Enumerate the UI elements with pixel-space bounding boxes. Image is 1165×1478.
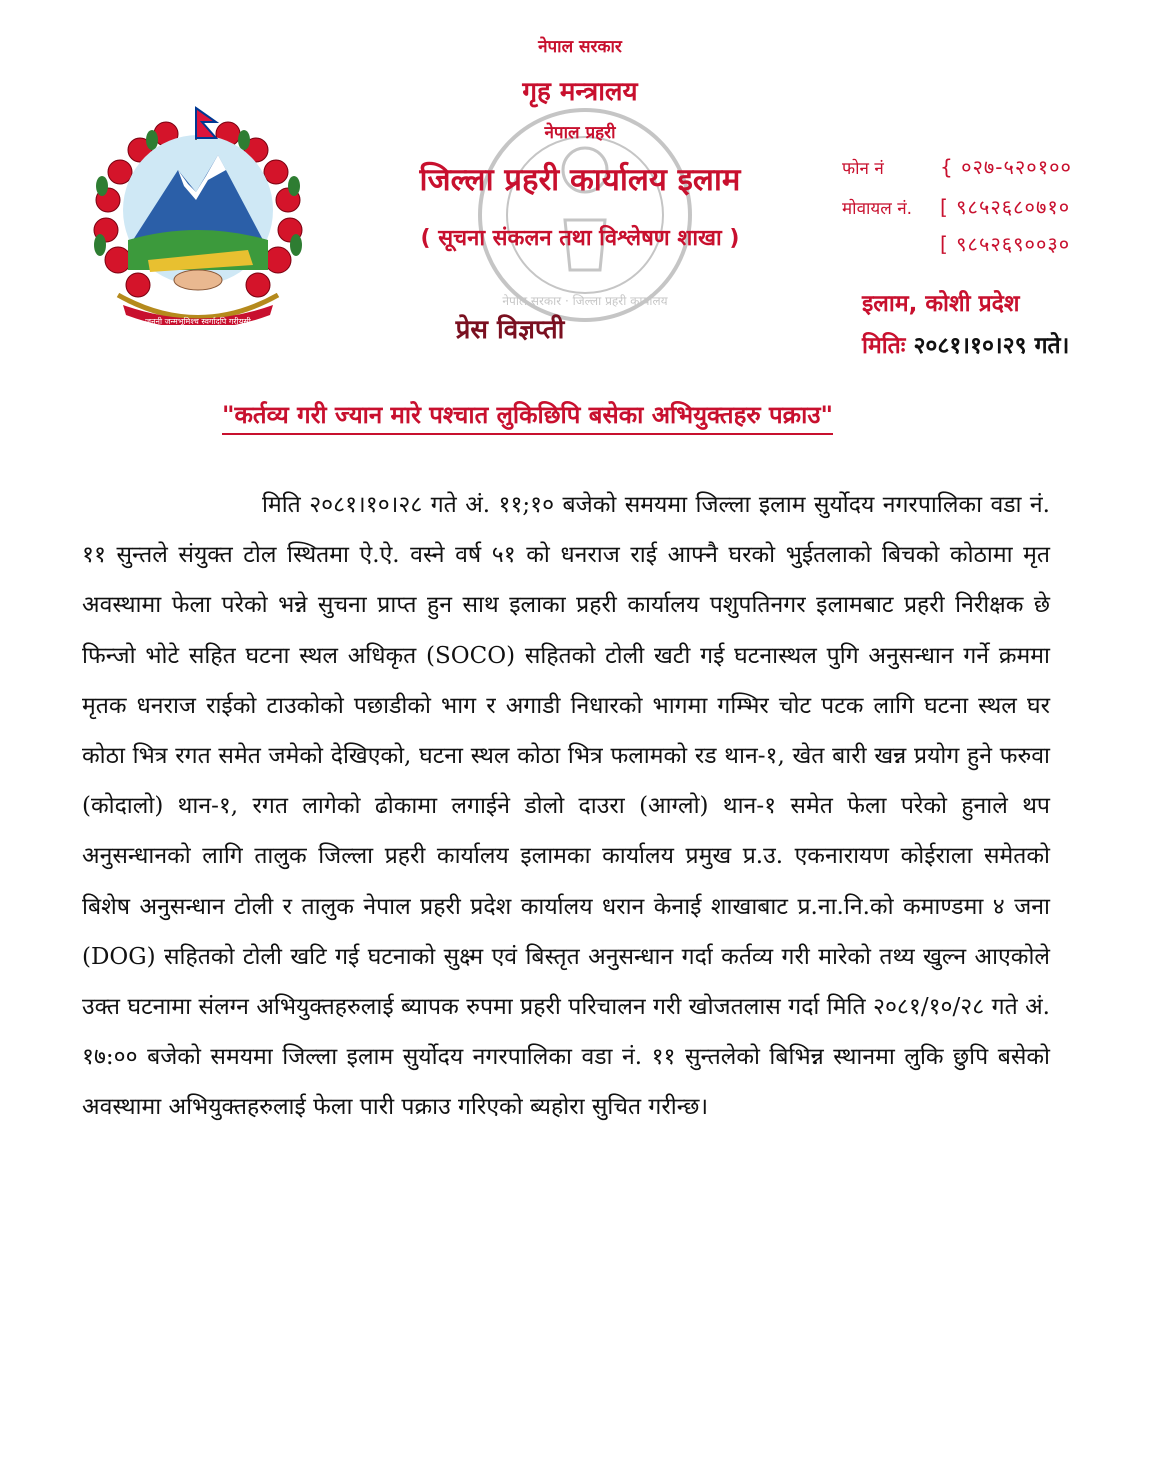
date-value: २०८१।१०।२९ गते।: [905, 333, 1070, 359]
police-name: नेपाल प्रहरी: [544, 123, 616, 143]
press-release-heading: प्रेस विज्ञप्ती: [455, 315, 565, 345]
press-headline: "कर्तव्य गरी ज्यान मारे पश्चात लुकिछिपि बसेका अभियुक्तहरु पक्राउ": [222, 398, 833, 435]
government-name: नेपाल सरकार: [538, 37, 622, 57]
mobile-number-1: [ ९८५२६८०७१०: [940, 195, 1071, 219]
branch-name: ( सूचना संकलन तथा विश्लेषण शाखा ): [420, 226, 740, 251]
body-paragraph: मिति २०८१।१०।२८ गते अं. ११;१० बजेको समयमा जिल्ला इलाम सुर्योदय नगरपालिका वडा नं. ११ सुन्तले संयुक्त टोल स्थितमा ऐ.ऐ. वस्ने वर्ष ५१ को धनराज राई आफ्नै घरको भुईतलाको बिचको कोठामा मृत अवस्थामा फेला परेको भन्ने सुचना प्राप्त हुन साथ इलाका प्रहरी कार्यालय पशुपतिनगर इलामबाट प्रहरी निरीक्षक छे फिन्जो भोटे सहित घटना स्थल अधिकृत (SOCO) सहितको टोली खटी गई घटनास्थल पुगि अनुसन्धान गर्ने क्रममा मृतक धनराज राईको टाउकोको पछाडीको भाग र अगाडी निधारको भागमा गम्भिर चोट पटक लागि घटना स्थल घर कोठा भित्र रगत समेत जमेको देखिएको, घटना स्थल कोठा भित्र फलामको रड थान-१, खेत बारी खन्न प्रयोग हुने फरुवा (कोदालो) थान-१, रगत लागेको ढोकामा लगाईने डोलो दाउरा (आग्लो) थान-१ समेत फेला परेको हुनाले थप अनुसन्धानको लागि तालुक जिल्ला प्रहरी कार्यालय इलामका कार्यालय प्रमुख प्र.उ. एकनारायण कोईराला समेतको बिशेष अनुसन्धान टोली र तालुक नेपाल प्रहरी प्रदेश कार्यालय धरान केनाई शाखाबाट प्र.ना.नि.को कमाण्डमा ४ जना (DOG) सहितको टोली खटि गई घटनाको सुक्ष्म एवं बिस्तृत अनुसन्धान गर्दा कर्तव्य गरी मारेको तथ्य खुल्न आएकोले उक्त घटनामा संलग्न अभियुक्तहरुलाई ब्यापक रुपमा प्रहरी परिचालन गरी खोजतलास गर्दा मिति २०८१/१०/२८ गते अं. १७:०० बजेको समयमा जिल्ला इलाम सुर्योदय नगरपालिका वडा नं. ११ सुन्तलेको बिभिन्न स्थानमा लुकि छुपि बसेको अवस्थामा अभियुक्तहरुलाई फेला पारी पक्राउ गरिएको ब्यहोरा सुचित गरीन्छ।: [82, 492, 1050, 1121]
phone-number: { ०२७-५२०१००: [940, 155, 1072, 179]
emblem-motto: जननी जन्मभूमिश्च स्वर्गादपि गरीयसी: [145, 317, 251, 325]
seal-text: नेपाल सरकार · जिल्ला प्रहरी कार्यालय: [502, 294, 668, 308]
date-label: मितिः: [862, 333, 906, 359]
phone-label: फोन नं: [842, 159, 884, 179]
nepal-emblem-icon: [78, 100, 318, 325]
ministry-name: गृह मन्त्रालय: [522, 77, 638, 107]
mobile-number-2: [ ९८५२६९००३०: [940, 232, 1071, 256]
date-line: [862, 328, 1069, 360]
mobile-label: मोवायल नं.: [842, 199, 913, 219]
office-name: जिल्ला प्रहरी कार्यालय इलाम: [419, 162, 741, 198]
location-line: इलाम, कोशी प्रदेश: [862, 291, 1020, 317]
